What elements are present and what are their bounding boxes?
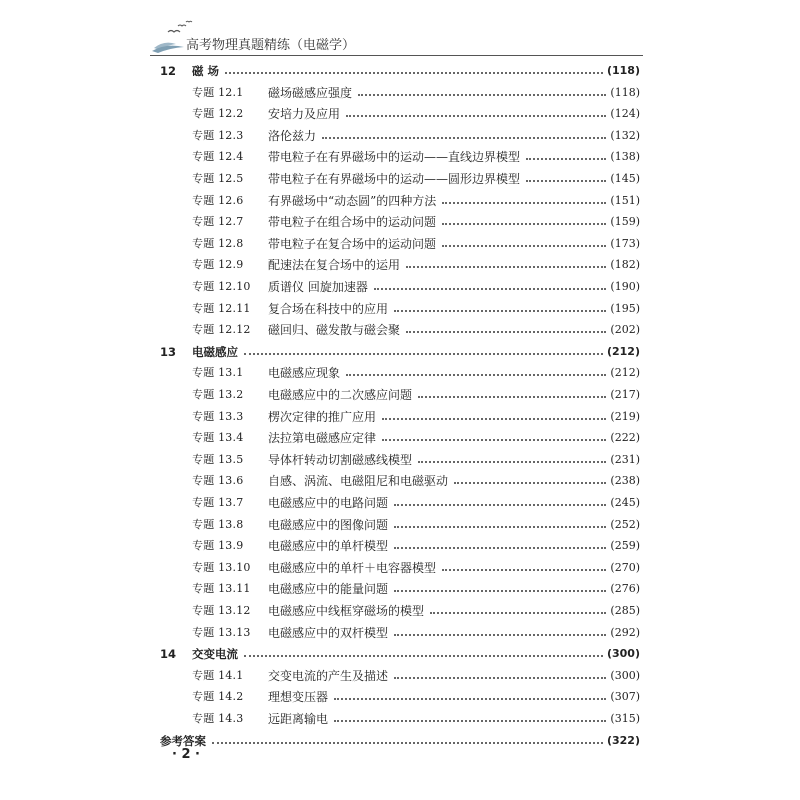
- toc-title: 远距离输电: [268, 712, 329, 726]
- toc-section-row: [160, 103, 640, 125]
- toc-section-row: [160, 298, 640, 320]
- toc-number: 专题 13.10: [192, 560, 251, 574]
- toc-title: 电磁感应中的双杆模型: [268, 625, 389, 640]
- toc-number: 专题 13.3: [192, 409, 244, 423]
- toc-title: 带电粒子在组合场中的运动问题: [268, 215, 437, 230]
- dot-leader: [334, 720, 606, 722]
- toc-page: (285): [610, 604, 640, 617]
- toc-page: (300): [606, 647, 640, 661]
- dot-leader: [394, 677, 606, 679]
- toc-number: 专题 12.5: [192, 172, 244, 185]
- toc-title: 洛伦兹力: [268, 128, 317, 143]
- dot-leader: [442, 245, 606, 247]
- toc-page: (182): [610, 258, 640, 272]
- dot-leader: [442, 202, 606, 204]
- dot-leader: [454, 482, 606, 484]
- toc-title: 电磁感应中的二次感应问题: [268, 388, 413, 402]
- toc-number: 专题 13.6: [192, 474, 244, 488]
- toc-number: 专题 12.8: [192, 236, 244, 250]
- toc-section-row: [160, 622, 640, 644]
- toc-page: (292): [610, 625, 640, 639]
- toc-section-row: [160, 125, 640, 147]
- toc-section-row: [160, 665, 640, 687]
- toc-page: (138): [610, 150, 640, 164]
- toc-title: 自感、涡流、电磁阻尼和电磁驱动: [268, 474, 449, 489]
- toc-title: 带电粒子在复合场中的运动问题: [268, 236, 437, 251]
- page-number: · 2 ·: [172, 747, 200, 762]
- toc-number: 专题 12.3: [192, 128, 244, 142]
- toc-title: 配速法在复合场中的运用: [268, 258, 401, 273]
- toc-title: 磁 场: [192, 64, 220, 78]
- toc-page: (118): [610, 85, 640, 99]
- toc-section-row: [160, 319, 640, 341]
- toc-chapter-row: [160, 60, 640, 82]
- toc-number: 专题 12.12: [192, 323, 251, 337]
- toc-page: (212): [610, 366, 640, 380]
- toc-number: 专题 12.9: [192, 258, 244, 272]
- toc-section-row: [160, 384, 640, 406]
- toc-page: (245): [610, 496, 640, 509]
- toc-chapter-row: [160, 730, 640, 752]
- toc-page: (259): [610, 539, 640, 553]
- toc-page: (118): [606, 64, 640, 77]
- toc-page: (151): [610, 193, 640, 207]
- toc-section-row: [160, 600, 640, 622]
- toc-section-row: [160, 168, 640, 190]
- dot-leader: [406, 331, 606, 333]
- dot-leader: [334, 698, 606, 700]
- toc-section-row: [160, 708, 640, 730]
- dot-leader: [526, 158, 606, 160]
- toc-page: (195): [610, 301, 640, 315]
- toc-number: 专题 14.2: [192, 690, 244, 704]
- toc-section-row: [160, 557, 640, 579]
- toc-page: (132): [610, 128, 640, 142]
- dot-leader: [225, 72, 603, 74]
- toc-page: (222): [610, 431, 640, 445]
- toc-title: 磁场磁感应强度: [268, 85, 353, 100]
- dot-leader: [346, 374, 606, 376]
- dot-leader: [346, 115, 606, 117]
- book-title: 高考物理真题精练（电磁学）: [186, 38, 356, 53]
- dot-leader: [374, 288, 607, 290]
- toc-section-row: [160, 492, 640, 514]
- toc-number: 专题 14.1: [192, 668, 244, 682]
- toc-number: 专题 13.11: [192, 582, 251, 596]
- toc-number: 专题 13.2: [192, 388, 244, 401]
- toc-number: 专题 13.7: [192, 496, 244, 509]
- toc-section-row: [160, 470, 640, 492]
- toc-section-row: [160, 449, 640, 471]
- toc-number: 专题 13.4: [192, 431, 244, 445]
- running-header: [150, 18, 650, 58]
- toc-number: 专题 12.1: [192, 85, 244, 99]
- toc-page: (173): [610, 236, 640, 250]
- toc-number: 专题 13.12: [192, 604, 251, 617]
- toc-title: 电磁感应中的单杆＋电容器模型: [268, 560, 437, 575]
- toc-section-row: [160, 82, 640, 104]
- toc-title: 有界磁场中“动态圆”的四种方法: [268, 193, 437, 208]
- dot-leader: [418, 396, 606, 398]
- toc-number: 专题 13.13: [192, 625, 251, 639]
- dot-leader: [244, 353, 603, 355]
- toc-page: (270): [610, 560, 640, 574]
- toc-section-row: [160, 578, 640, 600]
- toc-section-row: [160, 362, 640, 384]
- toc-title: 电磁感应中线框穿磁场的模型: [268, 604, 425, 618]
- toc-number: 专题 12.4: [192, 150, 244, 164]
- dot-leader: [382, 439, 606, 441]
- toc-number: 专题 12.11: [192, 301, 251, 315]
- toc-section-row: [160, 535, 640, 557]
- toc-page: (252): [610, 517, 640, 531]
- toc-section-row: [160, 686, 640, 708]
- toc-number: 专题 12.10: [192, 280, 251, 293]
- dot-leader: [244, 655, 603, 657]
- toc-title: 复合场在科技中的应用: [268, 301, 389, 316]
- toc-page: (238): [610, 474, 640, 488]
- dot-leader: [406, 266, 606, 268]
- toc-chapter-row: [160, 643, 640, 665]
- toc-title: 带电粒子在有界磁场中的运动——圆形边界模型: [268, 172, 521, 186]
- toc-section-row: [160, 190, 640, 212]
- toc-chapter-row: [160, 341, 640, 363]
- toc-title: 理想变压器: [268, 690, 329, 705]
- toc-number: 专题 13.9: [192, 539, 244, 553]
- header-rule: [150, 55, 643, 56]
- toc-number: 专题 13.8: [192, 517, 244, 531]
- toc-title: 电磁感应: [192, 344, 238, 359]
- toc-page: (231): [610, 452, 640, 466]
- dot-leader: [442, 569, 606, 571]
- dot-leader: [430, 612, 606, 614]
- toc-title: 电磁感应中的单杆模型: [268, 539, 389, 554]
- toc-number: 专题 14.3: [192, 712, 244, 725]
- toc-title: 电磁感应中的图像问题: [268, 517, 389, 532]
- toc-title: 交变电流的产生及描述: [268, 668, 389, 683]
- dot-leader: [394, 310, 606, 312]
- toc-number: 专题 13.1: [192, 366, 244, 380]
- dot-leader: [394, 634, 606, 636]
- toc-page: (145): [610, 172, 640, 185]
- toc-number: 13: [160, 344, 177, 359]
- toc-page: (190): [610, 280, 640, 293]
- toc-number: 12: [160, 64, 177, 78]
- toc-title: 法拉第电磁感应定律: [268, 431, 377, 446]
- toc-title: 质谱仪 回旋加速器: [268, 280, 368, 294]
- dot-leader: [322, 137, 606, 139]
- toc-number: 14: [160, 647, 177, 662]
- toc-section-row: [160, 276, 640, 298]
- dot-leader: [358, 94, 606, 96]
- dot-leader: [442, 223, 606, 225]
- toc-page: (322): [606, 733, 640, 747]
- toc-title: 安培力及应用: [268, 107, 341, 122]
- toc-section-row: [160, 146, 640, 168]
- dot-leader: [526, 180, 606, 182]
- toc-title: 电磁感应中的电路问题: [268, 496, 389, 510]
- toc-section-row: [160, 211, 640, 233]
- toc-section-row: [160, 254, 640, 276]
- toc-title: 交变电流: [192, 647, 238, 662]
- toc-number: 专题 13.5: [192, 452, 244, 466]
- toc-title: 电磁感应现象: [268, 366, 341, 381]
- toc-section-row: [160, 233, 640, 255]
- dot-leader: [212, 742, 603, 744]
- toc-page: (219): [610, 409, 640, 423]
- toc-page: (307): [610, 690, 640, 704]
- toc-number: 专题 12.6: [192, 193, 244, 207]
- dot-leader: [394, 547, 606, 549]
- toc-page: (202): [610, 323, 640, 337]
- dot-leader: [394, 526, 606, 528]
- toc-title: 电磁感应中的能量问题: [268, 582, 389, 597]
- toc-page: (159): [610, 215, 640, 229]
- toc-page: (217): [610, 388, 640, 401]
- toc-section-row: [160, 427, 640, 449]
- toc-page: (124): [610, 107, 640, 121]
- toc-number: 专题 12.2: [192, 107, 244, 121]
- dot-leader: [418, 461, 606, 463]
- toc-page: (212): [606, 344, 640, 358]
- toc-title: 楞次定律的推广应用: [268, 409, 377, 424]
- toc-title: 磁回归、磁发散与磁会聚: [268, 323, 401, 338]
- toc-section-row: [160, 514, 640, 536]
- toc-page: (315): [610, 712, 640, 725]
- toc-section-row: [160, 406, 640, 428]
- toc-number: 专题 12.7: [192, 215, 244, 229]
- toc-title: 导体杆转动切割磁感线模型: [268, 452, 413, 467]
- toc-title: 带电粒子在有界磁场中的运动——直线边界模型: [268, 150, 521, 165]
- toc-page: (276): [610, 582, 640, 596]
- toc-page: (300): [610, 668, 640, 682]
- dot-leader: [394, 590, 606, 592]
- dot-leader: [394, 504, 606, 506]
- dot-leader: [382, 418, 606, 420]
- toc-title: 参考答案: [160, 733, 206, 748]
